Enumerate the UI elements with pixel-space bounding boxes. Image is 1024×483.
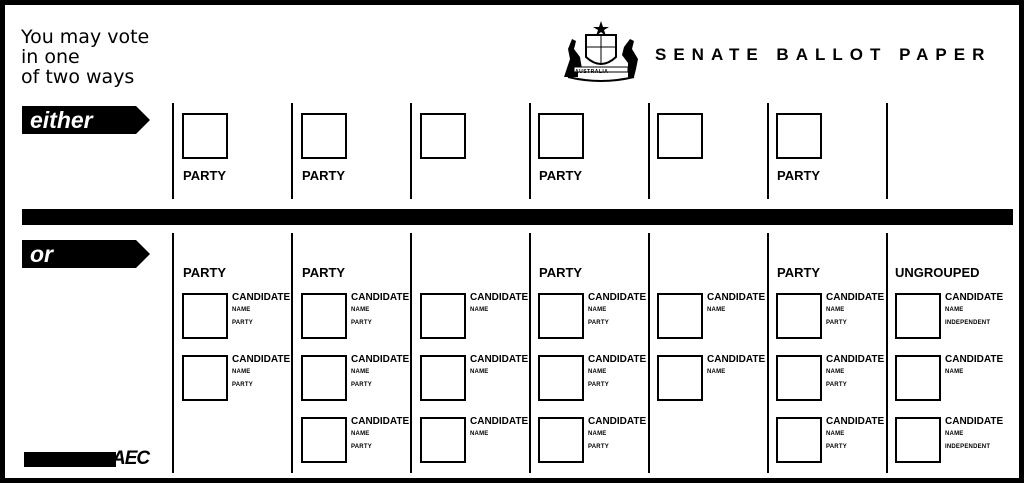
candidate-affiliation: PARTY [826, 382, 847, 388]
column-divider [291, 103, 293, 199]
above-line-party-box[interactable] [420, 113, 466, 159]
column-divider [886, 103, 888, 199]
instruction-line-3: of two ways [21, 66, 135, 88]
line-divider [22, 209, 1013, 225]
candidate-name: NAME [470, 431, 489, 437]
candidate-affiliation: PARTY [351, 382, 372, 388]
candidate-box[interactable] [776, 355, 822, 401]
candidate-title: CANDIDATE [945, 354, 1004, 365]
candidate-title: CANDIDATE [707, 354, 766, 365]
either-tag [22, 106, 152, 134]
column-divider [410, 233, 412, 473]
candidate-affiliation: PARTY [232, 382, 253, 388]
candidate-title: CANDIDATE [588, 354, 647, 365]
instruction-line-2: in one [21, 46, 80, 68]
column-divider [529, 103, 531, 199]
candidate-affiliation: PARTY [232, 320, 253, 326]
candidate-box[interactable] [895, 293, 941, 339]
candidate-name: NAME [945, 369, 964, 375]
candidate-name: NAME [588, 307, 607, 313]
candidate-name: NAME [470, 307, 489, 313]
candidate-box[interactable] [895, 355, 941, 401]
candidate-affiliation: PARTY [588, 444, 609, 450]
candidate-name: NAME [945, 431, 964, 437]
candidate-box[interactable] [301, 355, 347, 401]
above-line-party-label: PARTY [183, 168, 227, 183]
candidate-name: NAME [232, 307, 251, 313]
either-label: either [30, 107, 93, 133]
candidate-affiliation: INDEPENDENT [945, 320, 991, 326]
coat-of-arms-icon [558, 19, 644, 85]
candidate-title: CANDIDATE [470, 292, 529, 303]
candidate-title: CANDIDATE [232, 292, 291, 303]
candidate-name: NAME [826, 307, 845, 313]
candidate-title: CANDIDATE [351, 416, 410, 427]
candidate-title: CANDIDATE [826, 416, 885, 427]
candidate-affiliation: PARTY [351, 444, 372, 450]
ballot-title: SENATE BALLOT PAPER [655, 45, 992, 64]
candidate-title: CANDIDATE [470, 416, 529, 427]
candidate-box[interactable] [657, 355, 703, 401]
column-divider [886, 233, 888, 473]
candidate-box[interactable] [301, 293, 347, 339]
column-divider [172, 233, 174, 473]
above-line-party-box[interactable] [657, 113, 703, 159]
column-divider [410, 103, 412, 199]
candidate-title: CANDIDATE [351, 354, 410, 365]
below-line-group-header: UNGROUPED [895, 265, 980, 280]
candidate-name: NAME [826, 431, 845, 437]
candidate-title: CANDIDATE [588, 292, 647, 303]
candidate-box[interactable] [895, 417, 941, 463]
candidate-title: CANDIDATE [945, 292, 1004, 303]
voting-instructions [21, 27, 171, 87]
candidate-affiliation: INDEPENDENT [945, 444, 991, 450]
instruction-line-1: You may vote [21, 26, 150, 48]
or-label: or [30, 241, 53, 267]
or-tag [22, 240, 152, 268]
candidate-box[interactable] [420, 355, 466, 401]
candidate-name: NAME [232, 369, 251, 375]
candidate-title: CANDIDATE [707, 292, 766, 303]
below-line-group-header: PARTY [539, 265, 583, 280]
below-line-group-header: PARTY [777, 265, 821, 280]
column-divider [767, 103, 769, 199]
candidate-title: CANDIDATE [826, 292, 885, 303]
candidate-affiliation: PARTY [826, 444, 847, 450]
column-divider [767, 233, 769, 473]
above-line-party-box[interactable] [182, 113, 228, 159]
crest-motto: AUSTRALIA [575, 69, 609, 75]
candidate-title: CANDIDATE [351, 292, 410, 303]
above-line-party-box[interactable] [301, 113, 347, 159]
candidate-box[interactable] [776, 417, 822, 463]
above-line-party-label: PARTY [302, 168, 346, 183]
column-divider [291, 233, 293, 473]
candidate-title: CANDIDATE [945, 416, 1004, 427]
below-line-group-header: PARTY [302, 265, 346, 280]
above-line-party-box[interactable] [776, 113, 822, 159]
above-line-party-box[interactable] [538, 113, 584, 159]
candidate-box[interactable] [420, 417, 466, 463]
candidate-title: CANDIDATE [826, 354, 885, 365]
candidate-name: NAME [588, 431, 607, 437]
candidate-box[interactable] [538, 355, 584, 401]
column-divider [648, 233, 650, 473]
candidate-name: NAME [351, 369, 370, 375]
candidate-affiliation: PARTY [826, 320, 847, 326]
aec-logo: AEC [112, 448, 150, 469]
candidate-name: NAME [707, 369, 726, 375]
candidate-title: CANDIDATE [232, 354, 291, 365]
candidate-title: CANDIDATE [470, 354, 529, 365]
below-line-group-header: PARTY [183, 265, 227, 280]
candidate-name: NAME [470, 369, 489, 375]
candidate-name: NAME [351, 431, 370, 437]
candidate-box[interactable] [420, 293, 466, 339]
above-line-party-label: PARTY [539, 168, 583, 183]
candidate-box[interactable] [182, 355, 228, 401]
candidate-name: NAME [707, 307, 726, 313]
candidate-affiliation: PARTY [351, 320, 372, 326]
candidate-box[interactable] [776, 293, 822, 339]
candidate-box[interactable] [538, 293, 584, 339]
candidate-name: NAME [826, 369, 845, 375]
candidate-box[interactable] [182, 293, 228, 339]
column-divider [529, 233, 531, 473]
aec-logo-bar [24, 452, 116, 467]
candidate-box[interactable] [657, 293, 703, 339]
candidate-box[interactable] [301, 417, 347, 463]
candidate-affiliation: PARTY [588, 382, 609, 388]
candidate-title: CANDIDATE [588, 416, 647, 427]
candidate-affiliation: PARTY [588, 320, 609, 326]
candidate-box[interactable] [538, 417, 584, 463]
candidate-name: NAME [945, 307, 964, 313]
column-divider [172, 103, 174, 199]
candidate-name: NAME [351, 307, 370, 313]
candidate-name: NAME [588, 369, 607, 375]
above-line-party-label: PARTY [777, 168, 821, 183]
column-divider [648, 103, 650, 199]
